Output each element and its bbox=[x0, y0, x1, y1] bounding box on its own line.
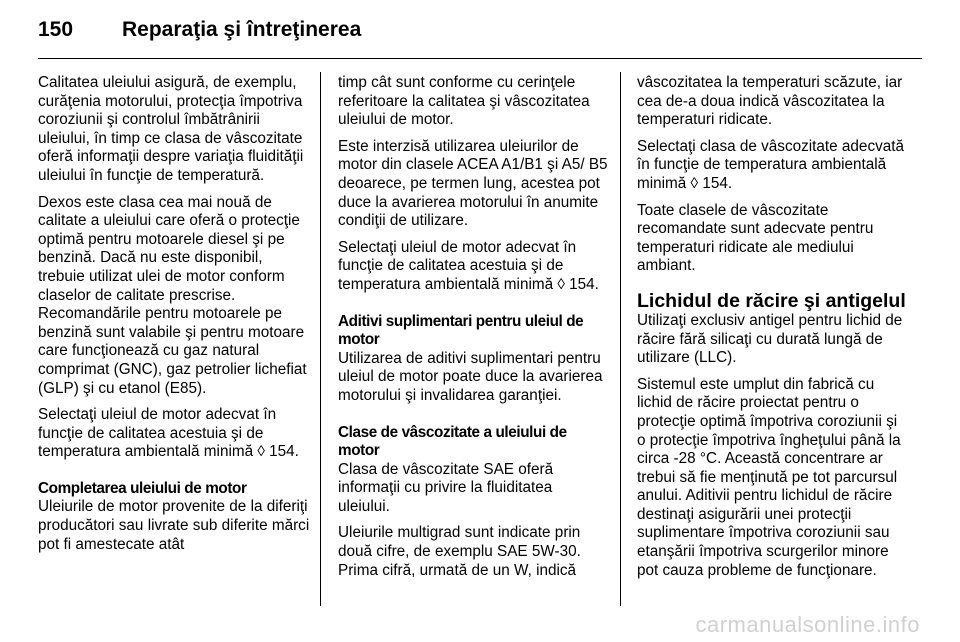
subheading-viscosity-classes: Clase de vâscozitate a uleiului de motor bbox=[338, 423, 567, 460]
column-1 bbox=[38, 74, 310, 562]
viscosity-high-temp-paragraph: Toate clasele de vâscozitate recomandate sunt adecvate pentru temperaturi ridicate ale mediului ambiant. bbox=[637, 201, 874, 275]
multigrade-paragraph: Uleiurile multigrad sunt indicate prin două cifre, de exemplu SAE 5W-30. Prima cifră, urmată de un W, indică bbox=[338, 524, 581, 579]
coolant-antifreeze-paragraph: Utilizaţi exclusiv antigel pentru lichid de răcire fără silicaţi cu durată lungă de utilizare (LLC). bbox=[637, 311, 903, 367]
page-title: Reparaţia şi întreţinerea bbox=[122, 18, 362, 41]
dexos-paragraph: Dexos este clasa cea mai nouă de calitate a uleiului care oferă o protecţie optimă pentru motoarele diesel şi pe benzină. Dacă nu este disponibil, trebuie utilizat ulei de motor conform claselor de calitate prescrise. Recomandările pentru motoarele pe benzină sunt valabile şi pentru motoare care funcţionează cu gaz natural comprimat (GNC), gaz petrolier lichefiat (GLP) şi cu etanol (E85). bbox=[38, 193, 307, 397]
subheading-additives: Aditivi suplimentari pentru uleiul de motor bbox=[338, 312, 584, 349]
select-oil-paragraph-2: Selectaţi uleiul de motor adecvat în funcţie de calitatea acestuia şi de temperatura ambientală minimă ◊ 154. bbox=[338, 238, 599, 293]
column-3 bbox=[637, 74, 907, 588]
page-number: 150 bbox=[38, 18, 74, 41]
additives-paragraph: Utilizarea de aditivi suplimentari pentru uleiul de motor poate duce la avarierea motorului şi invalidarea garanţiei. bbox=[338, 349, 603, 404]
select-viscosity-paragraph: Selectaţi clasa de vâscozitate adecvată în funcţie de temperatura ambientală minimă ◊ 154. bbox=[637, 137, 905, 192]
section-heading-coolant: Lichidul de răcire şi antigelul bbox=[637, 289, 906, 312]
column-2 bbox=[338, 74, 608, 588]
acea-prohibited-paragraph: Este interzisă utilizarea uleiurilor de motor din clasele ACEA A1/B1 şi A5/ B5 deoarece, pe termen lung, acestea pot duce la avarierea motorului în anumite condiţii de utilizare. bbox=[338, 137, 608, 230]
quality-requirements-paragraph: timp cât sunt conforme cu cerinţele referitoare la calitatea şi vâscozitatea uleiului de motor. bbox=[338, 74, 590, 129]
viscosity-temperature-paragraph: vâscozitatea la temperaturi scăzute, iar cea de-a doua indică vâscozitatea la temperaturi ridicate. bbox=[637, 74, 903, 129]
column-divider bbox=[620, 72, 621, 606]
topping-up-paragraph: Uleiurile de motor provenite de la diferiţi producători sau livrate sub diferite mărci pot fi amestecate atât bbox=[38, 498, 310, 553]
oil-quality-paragraph: Calitatea uleiului asigură, de exemplu, curăţenia motorului, protecţia împotriva coroziunii şi controlul îmbătrânirii uleiului, în timp ce clasa de vâscozitate oferă informaţii despre variaţia fluidităţii uleiului în funcţie de temperatură. bbox=[38, 74, 304, 184]
column-divider bbox=[320, 72, 321, 606]
subheading-topping-up: Completarea uleiului de motor bbox=[38, 479, 247, 497]
sae-viscosity-paragraph: Clasa de vâscozitate SAE oferă informaţii cu privire la fluiditatea uleiului. bbox=[338, 460, 554, 515]
select-oil-paragraph: Selectaţi uleiul de motor adecvat în funcţie de calitatea acestuia şi de temperatura ambientală minimă ◊ 154. bbox=[38, 406, 299, 461]
watermark: carmanualsonline.info bbox=[695, 612, 920, 637]
page-header bbox=[38, 18, 361, 48]
coolant-system-paragraph: Sistemul este umplut din fabrică cu lichid de răcire proiectat pentru o protecţie optimă împotriva coroziunii şi o protecţie împotriva îngheţului până la circa -28 °C. Această concentrare ar trebui să fie menţinută pe tot parcursul anului. Aditivii pentru lichidul de răcire destinaţi asigurării unei protecţii suplimentare împotriva coroziunii sau etanşării împotriva scurgerilor minore pot cauza probleme de funcţionare. bbox=[637, 375, 901, 579]
header-rule bbox=[38, 58, 922, 59]
